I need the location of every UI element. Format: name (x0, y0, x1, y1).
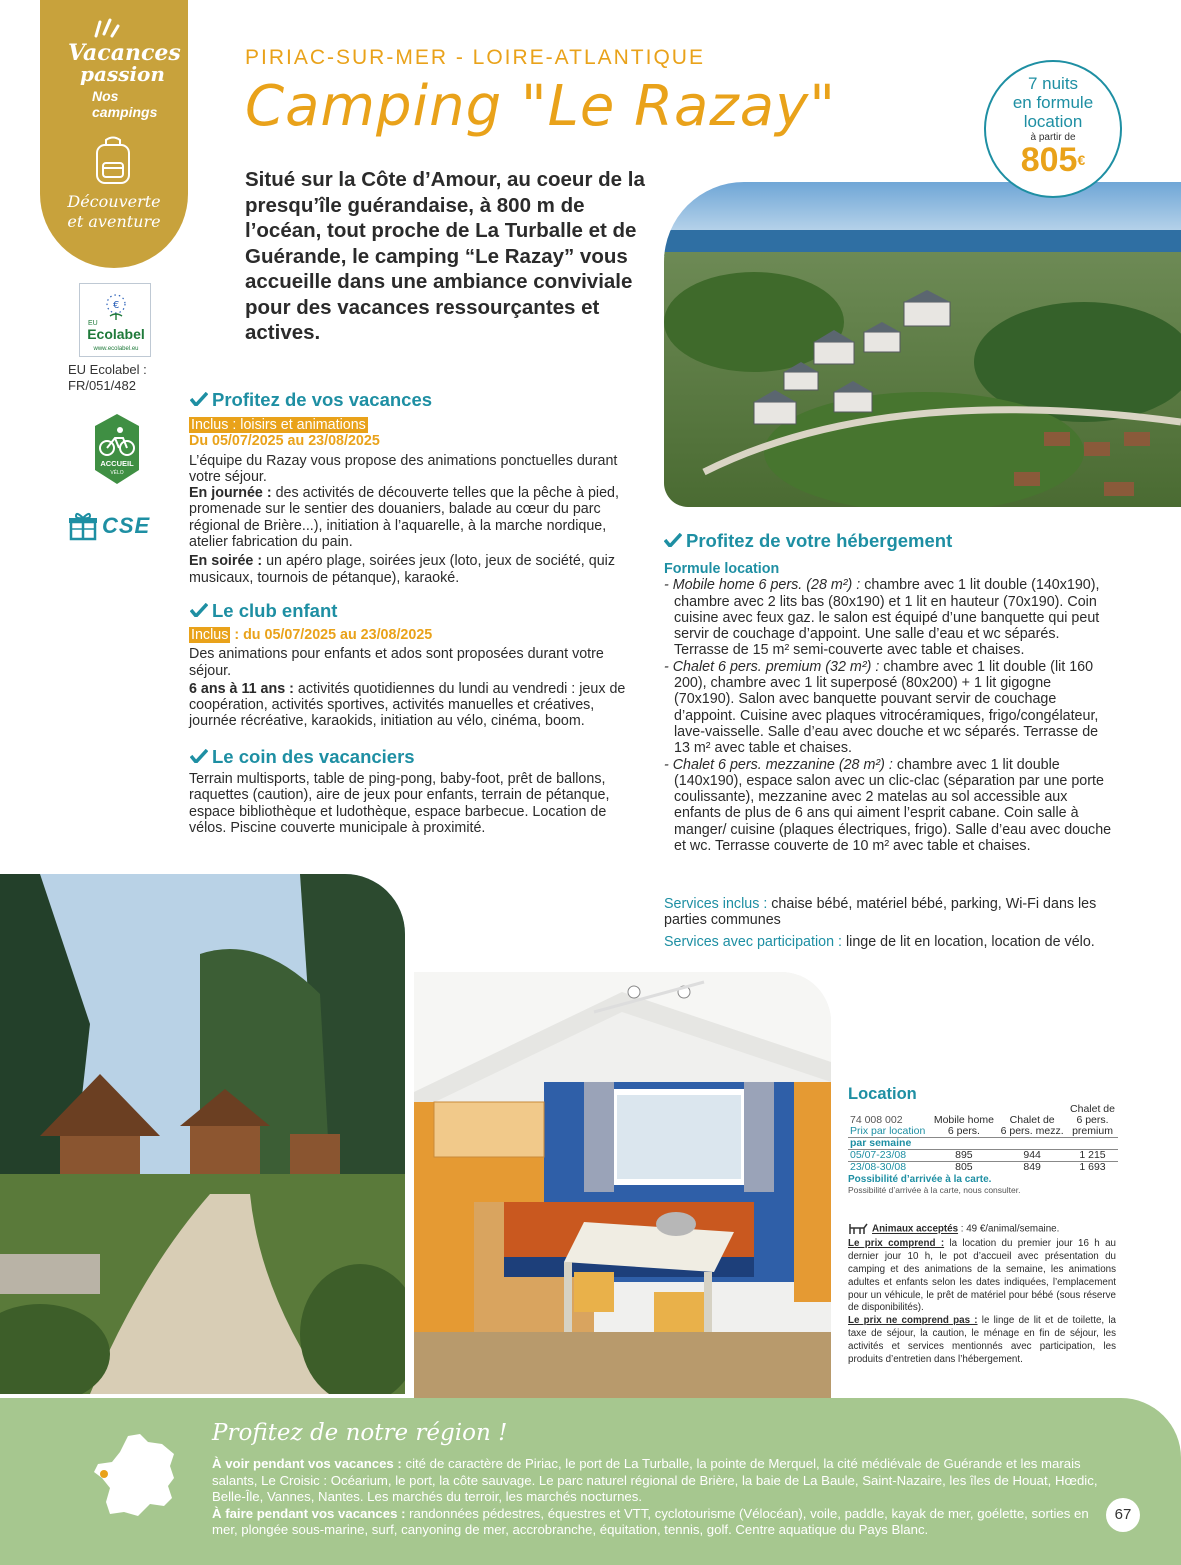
ecolabel-code (68, 362, 168, 394)
pet-icon (848, 1222, 868, 1236)
ecolabel-url: www.ecolabel.eu (93, 346, 139, 352)
table-note-contact: Possibilité d’arrivée à la carte, nous consulter. (848, 1185, 1021, 1195)
ecolabel-logo (79, 283, 151, 357)
table-cell: 805 (931, 1162, 998, 1174)
ne-comprend-text: le linge de lit et de toilette, la taxe de séjour, la caution, le ménage en fin de séjour, les activités et services mentionnés avec participation, les produits d’entretien dans l’hébergement. (848, 1315, 1116, 1365)
intro-text: Situé sur la Côte d’Amour, au coeur de la presqu’île guérandaise, à 800 m de l’océan, tout proche de La Turballe et de Guérande, le camping “Le Razay” vous accueille dans une ambiance conviviale pour des vacances ressourçantes et actives. (245, 168, 645, 344)
col1-line2: 6 pers. (947, 1125, 980, 1137)
ne-comprend-label: Le prix ne comprend pas : (848, 1315, 978, 1327)
soiree-text: un apéro plage, soirées jeux (loto, jeux de société, quiz musicaux, tournois de pétanque), karaoké. (189, 553, 615, 586)
price-table-block (848, 1085, 1118, 1195)
table-cell: 944 (997, 1150, 1067, 1162)
region-faire-label: À faire pendant vos vacances : (212, 1505, 406, 1521)
category-line1: Découverte (67, 192, 161, 211)
hebergement-item-name: - Chalet 6 pers. mezzanine (28 m²) : (664, 756, 893, 773)
table-cell: 849 (997, 1162, 1067, 1174)
comprend-label: Le prix comprend : (848, 1238, 945, 1250)
table-code-cell (848, 1104, 931, 1138)
formule-location: Formule location (664, 561, 780, 577)
table-code: 74 008 002 (850, 1114, 903, 1126)
region-voir-text: cité de caractère de Piriac, le port de La Turballe, la pointe de Merquel, la cité médiévale de Guérande et les marais salants, Le Croisic : Océarium, le port, la côte sauvage. Le parc naturel régional de Brière, la baie de La Baule, Saint-Nazaire, les îles de Houat, Hœdic, Belle-Île, Vannes, Nantes. Les marchés du terroir, les marchés nocturnes. (212, 1456, 1098, 1504)
table-cell: 895 (931, 1150, 998, 1162)
brand-line3: Nos campings (92, 88, 158, 120)
sparkle-icon (92, 18, 122, 38)
check-icon (190, 749, 208, 763)
page-number: 67 (1106, 1498, 1140, 1532)
chalets-path-photo (0, 874, 405, 1394)
table-header-row (848, 1104, 1118, 1138)
accueil-velo-icon (93, 414, 141, 484)
services-part-text: linge de lit en location, location de vélo. (842, 933, 1095, 950)
price-value (986, 143, 1120, 177)
animaux-text: : 49 €/animal/semaine. (958, 1223, 1060, 1235)
table-row (848, 1138, 1118, 1150)
section-title-hebergement (664, 530, 952, 552)
conditions-block (848, 1222, 1116, 1366)
hebergement-list (664, 577, 1114, 854)
vacances-body (189, 417, 629, 586)
check-icon (190, 392, 208, 406)
location-heading: PIRIAC-SUR-MER - LOIRE-ATLANTIQUE (245, 46, 705, 69)
france-map-icon (90, 1432, 184, 1522)
table-row (848, 1150, 1118, 1162)
section-title-club-text: Le club enfant (212, 600, 338, 621)
price-line1: 7 nuits (1027, 74, 1079, 93)
table-cell: 1 693 (1067, 1162, 1118, 1174)
section-title-hebergement-text: Profitez de votre hébergement (686, 530, 953, 551)
check-icon (190, 603, 208, 617)
price-line2: en formule (1012, 93, 1094, 112)
table-col-header (997, 1104, 1067, 1138)
velo-label2: VÉLO (110, 470, 124, 476)
table-row (848, 1162, 1118, 1174)
category-line2: et aventure (67, 212, 161, 231)
services-part-label: Services avec participation : (664, 933, 842, 950)
hebergement-body (664, 561, 1114, 854)
table-col-header (931, 1104, 998, 1138)
club-age-text: activités quotidiennes du lundi au vendredi : jeux de coopération, activités sportives, activités manuelles et créatives, journée récréative, karaokids, initiation au vélo, cinéma, boom. (189, 680, 626, 730)
region-title: Profitez de notre région ! (212, 1420, 508, 1446)
club-age-label: 6 ans à 11 ans : (189, 680, 294, 697)
club-body (189, 627, 629, 730)
table-period: 23/08-30/08 (848, 1162, 931, 1174)
comprend-text: la location du premier jour 16 h au dernier jour 10 h, le pot d’accueil avec présentation du camping et des animations de la semaine, les animations adultes et enfants selon les dates indiquées, l’emplacement pour un véhicule, le prêt de matériel pour bébé (sous réserve de disponibilités). (848, 1238, 1117, 1314)
col2-line1: Chalet de (1009, 1114, 1055, 1126)
col1-line1: Mobile home (933, 1114, 994, 1126)
hebergement-item (664, 757, 1114, 855)
vacances-included-tag: Inclus : loisirs et animations (191, 417, 366, 433)
page-title: Camping "Le Razay" (245, 74, 836, 139)
ecolabel-code-line1: EU Ecolabel : (68, 362, 147, 377)
section-title-vacances-text: Profitez de vos vacances (212, 389, 433, 410)
region-voir-label: À voir pendant vos vacances : (212, 1456, 402, 1471)
hebergement-item-text: chambre avec 1 lit double (lit 160 200), chambre avec 1 lit superposé (80x200) + 1 lit gigogne (70x190). Salon avec banquette pouvant servir de couchage d’appoint. Cuisine avec plaques vitrocéramiques, frigo/congélateur, lave-vaisselle. Salle d’eau avec douche et wc séparés. Terrasse de 13 m² avec table et chaises. (674, 658, 1099, 757)
table-col-header (1067, 1104, 1118, 1138)
col3-line1: Chalet de (1070, 1103, 1115, 1115)
vacances-intro: L’équipe du Razay vous propose des animations ponctuelles durant votre séjour. (189, 452, 618, 485)
aerial-campsite-photo (664, 182, 1181, 507)
backpack-icon (91, 135, 135, 187)
club-dates: : du 05/07/2025 au 23/08/2025 (230, 627, 433, 643)
col2-line2: 6 pers. mezz. (1000, 1125, 1064, 1137)
price-badge (984, 60, 1122, 198)
eu-flower-icon (100, 290, 132, 320)
soiree-label: En soirée : (189, 553, 263, 570)
ecolabel-eu: EU (88, 320, 98, 327)
club-included-tag: Inclus (191, 627, 229, 643)
table-period: 05/07-23/08 (848, 1150, 931, 1162)
journee-text: des activités de découverte telles que la pêche à pied, promenade sur le sentier des douaniers, balade au cœur du parc régional de Brière...), initiation à l’aquarelle, à la marche nordique, atelier fabrication du pain. (189, 485, 619, 551)
region-band (0, 1398, 1181, 1565)
animaux-label: Animaux acceptés (872, 1223, 959, 1235)
table-note-arrival: Possibilité d’arrivée à la carte. (848, 1174, 992, 1185)
price-from: à partir de (1030, 132, 1076, 143)
services-body (664, 896, 1114, 950)
price-table (848, 1104, 1118, 1173)
table-prix-label: Prix par location (850, 1125, 926, 1137)
price-table-title: Location (848, 1085, 917, 1103)
vacances-dates: Du 05/07/2025 au 23/08/2025 (189, 433, 380, 450)
coin-body: Terrain multisports, table de ping-pong, baby-foot, prêt de ballons, raquettes (caution), aire de jeux pour enfants, terrain de pétanque, espace bibliothèque et ludothèque, espace barbecue. Location de vélos. Piscine couverte municipale à proximité. (189, 771, 610, 836)
category-label (40, 192, 188, 232)
club-intro: Des animations pour enfants et ados sont proposées durant votre séjour. (189, 646, 604, 679)
hebergement-item-text: chambre avec 1 lit double (140x190), chambre avec 2 lits bas (80x190) et 1 lit en hauteur (70x190). Coin cuisine avec feux gaz. le salon est équipé d’une banquette qui peut servir de couchage d’appoint. Une salle d’eau et wc séparés. Terrasse de 15 m² semi-couverte avec table et chaises. (674, 577, 1100, 659)
price-line3: location (1023, 112, 1083, 131)
price-amount: 805 (1020, 141, 1078, 179)
brand-line2: passion (80, 62, 165, 86)
region-text (212, 1456, 1117, 1539)
services-inclus-text: chaise bébé, matériel bébé, parking, Wi-Fi dans les parties communes (664, 896, 1097, 929)
journee-label: En journée : (189, 485, 272, 502)
section-title-coin-text: Le coin des vacanciers (212, 746, 415, 767)
brand-tab (40, 0, 188, 268)
section-title-club (190, 600, 337, 622)
hebergement-item (664, 577, 1114, 658)
section-title-vacances (190, 389, 432, 411)
hebergement-item-name: - Chalet 6 pers. premium (32 m²) : (664, 658, 880, 675)
region-faire-text: randonnées pédestres, équestres et VTT, cyclotourisme (Vélocéan), voile, paddle, kayak de mer, goélette, sorties en mer, plongée sous-marine, surf, canyoning de mer, accrobranche, équitation, tennis, golf. Centre aquatique du Pays Blanc. (212, 1505, 1089, 1537)
hebergement-item-name: - Mobile home 6 pers. (28 m²) : (664, 577, 861, 594)
check-icon (664, 533, 682, 547)
ecolabel-code-line2: FR/051/482 (68, 378, 136, 393)
brand-line1: Vacances (68, 40, 181, 66)
col3-line3: premium (1072, 1125, 1113, 1137)
hebergement-item (664, 659, 1114, 757)
svg-text:€: € (113, 300, 120, 311)
gift-icon (68, 511, 98, 541)
hebergement-item-text: chambre avec 1 lit double (140x190), espace salon avec un clic-clac (séparation par une porte coulissante), mezzanine avec 2 matelas au sol accessible aux enfants de plus de 6 ans qui aiment l’esprit cabane. Coin salle à manger/ cuisine (plaques électriques, frigo). Salle d’eau avec douche et wc. Terrasse couverte de 10 m² avec table et chaises. (674, 756, 1112, 855)
section-title-coin (190, 746, 415, 768)
table-par-semaine: par semaine (848, 1138, 1118, 1150)
ecolabel-name: Ecolabel (87, 326, 145, 342)
services-inclus-label: Services inclus : (664, 896, 768, 912)
price-currency: € (1077, 152, 1086, 168)
table-cell: 1 215 (1067, 1150, 1118, 1162)
cse-label: CSE (102, 513, 151, 538)
velo-label1: ACCUEIL (100, 459, 134, 468)
col3-line2: 6 pers. (1076, 1114, 1109, 1126)
interior-photo (414, 972, 831, 1398)
